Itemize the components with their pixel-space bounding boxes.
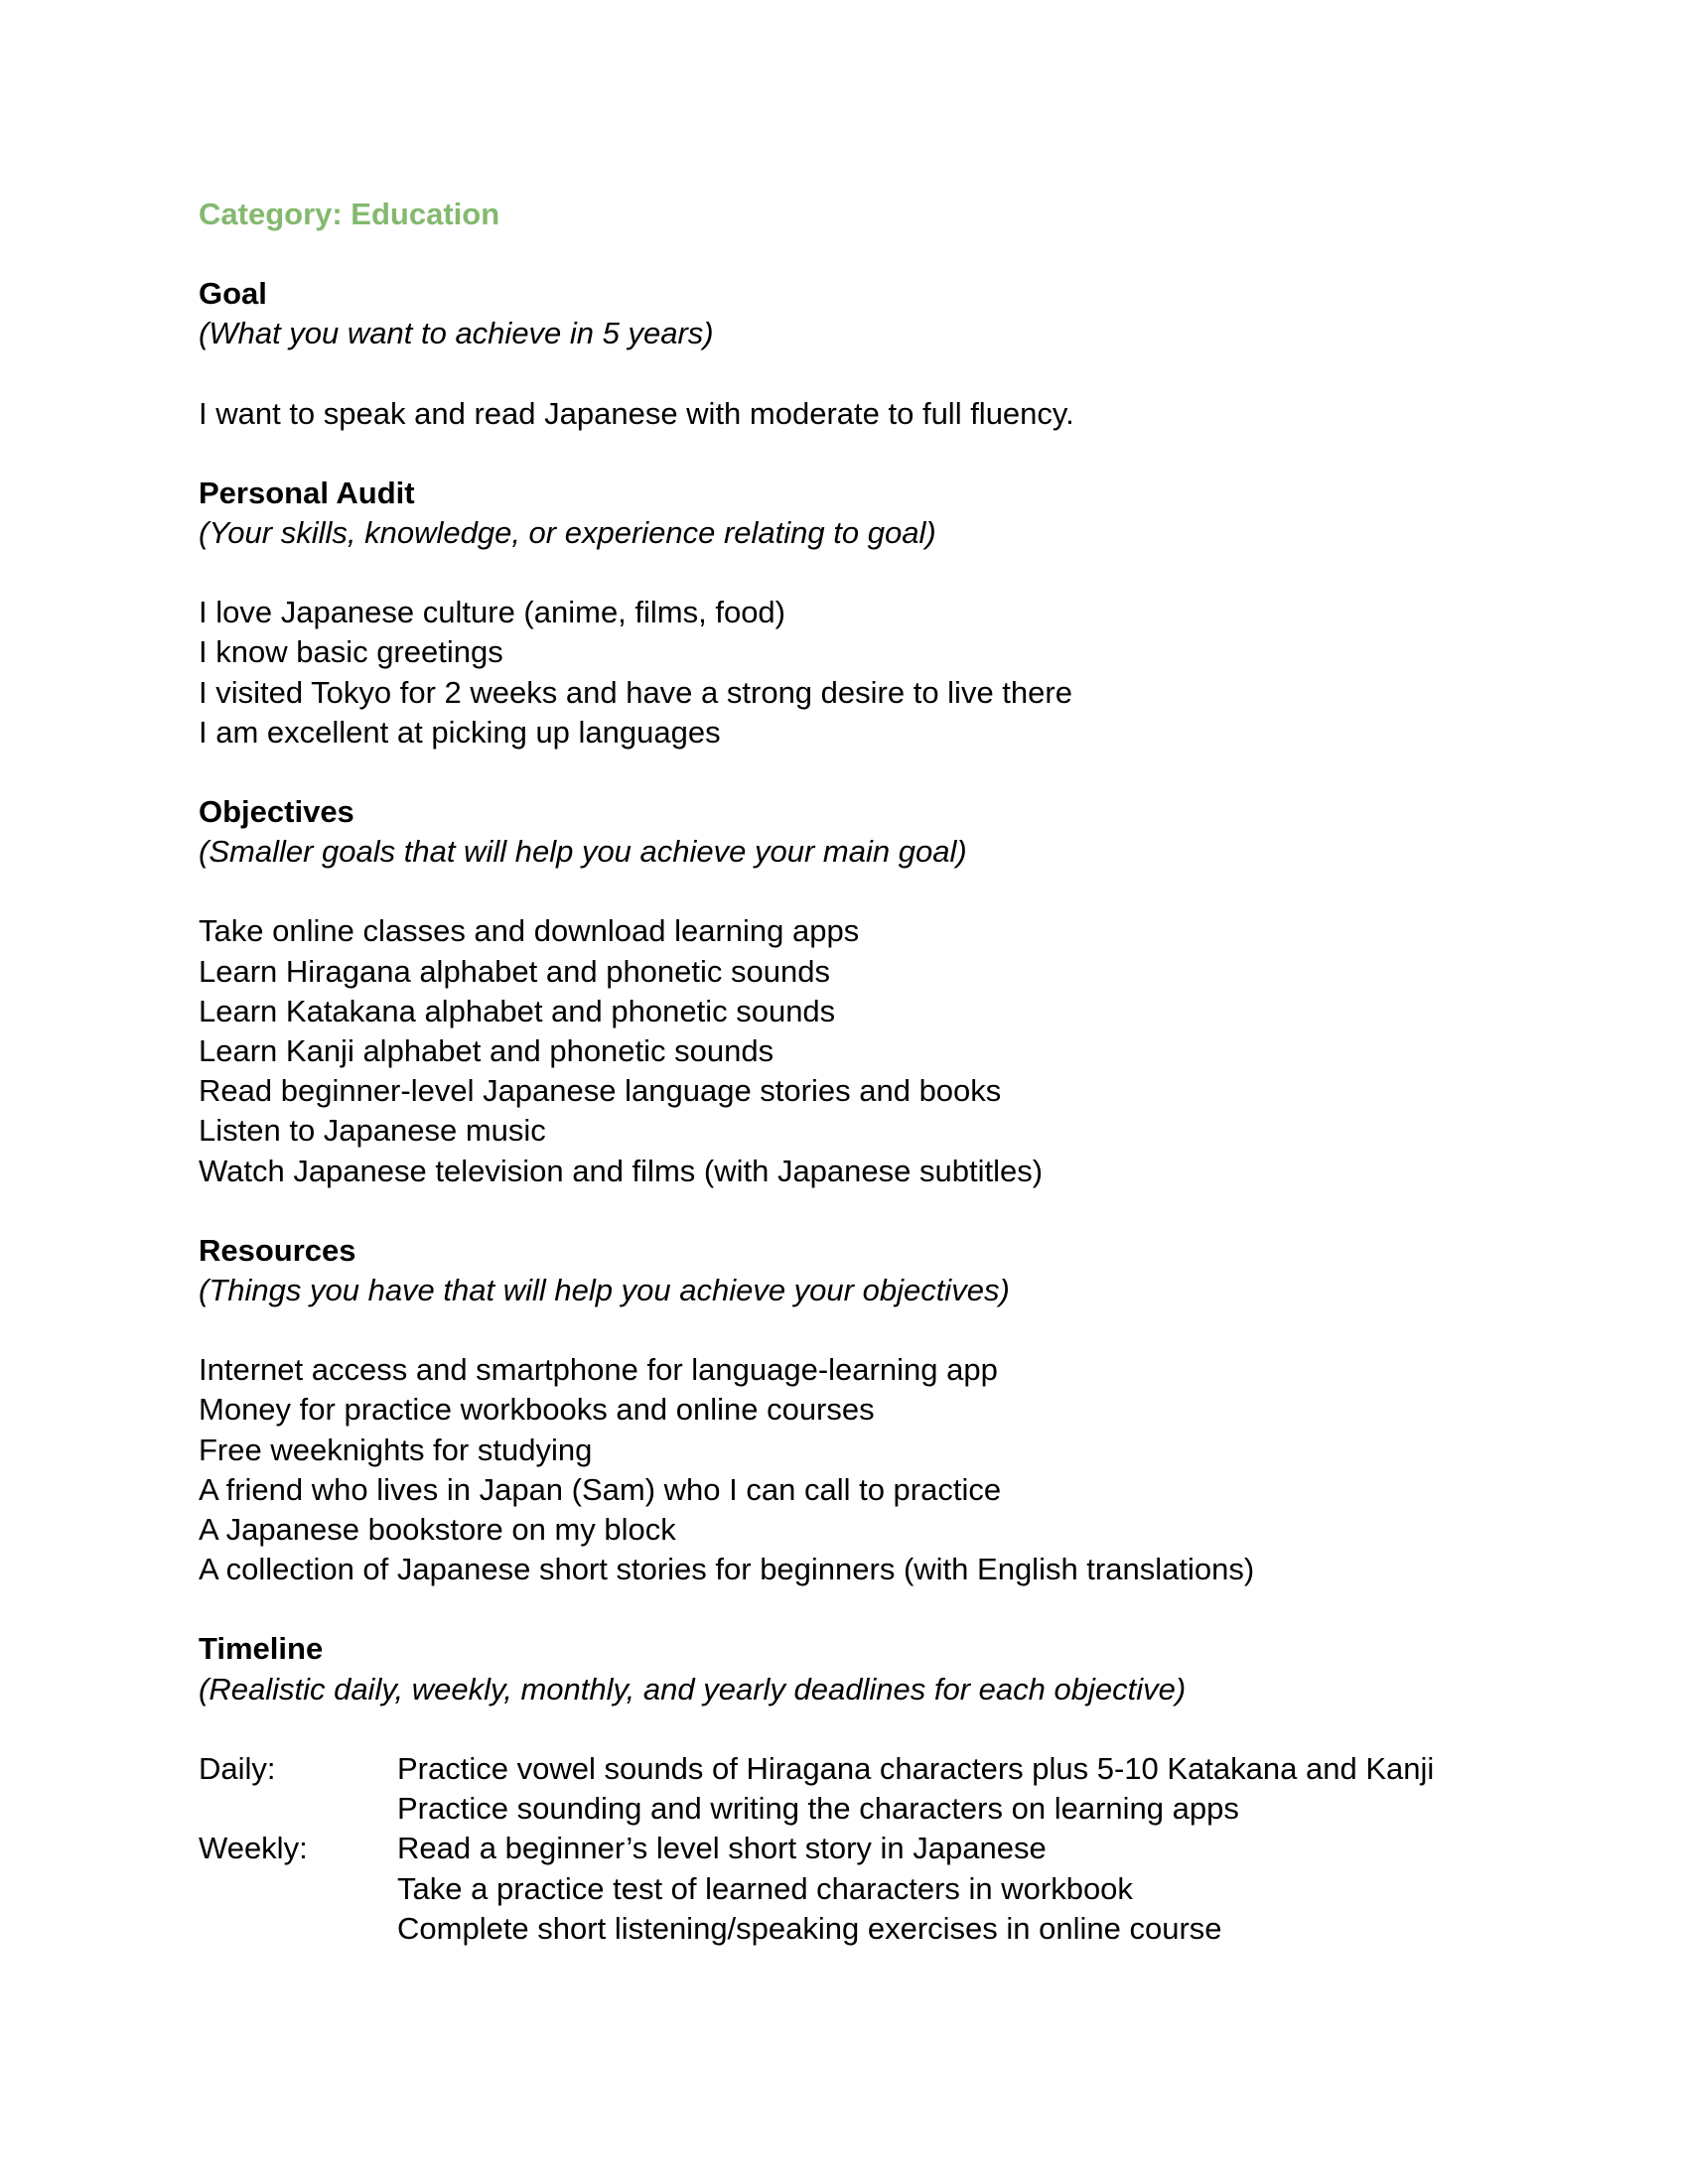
section-hint: (What you want to achieve in 5 years) <box>199 316 714 351</box>
timeline-items <box>397 1829 1509 1949</box>
section-title: Personal Audit <box>199 475 415 510</box>
section-hint: (Things you have that will help you achieve your objectives) <box>199 1273 1010 1308</box>
timeline-item: Read a beginner’s level short story in Japanese <box>397 1831 1047 1866</box>
list-item: Take online classes and download learning apps <box>199 913 860 949</box>
section-title: Resources <box>199 1232 356 1268</box>
list-item: I love Japanese culture (anime, films, food) <box>199 595 785 630</box>
section-resources <box>199 1231 1509 1590</box>
section-hint: (Smaller goals that will help you achieve your main goal) <box>199 834 967 870</box>
section-title: Goal <box>199 276 267 312</box>
timeline-row-daily <box>199 1749 1509 1829</box>
document-page <box>199 195 1509 1988</box>
category-heading: Category: Education <box>199 197 500 231</box>
list-item: Learn Katakana alphabet and phonetic sounds <box>199 993 836 1028</box>
section-title: Objectives <box>199 794 354 830</box>
list-item: Money for practice workbooks and online courses <box>199 1392 875 1428</box>
section-goal <box>199 274 1509 434</box>
list-item: A collection of Japanese short stories for beginners (with English translations) <box>199 1552 1255 1587</box>
section-hint: (Realistic daily, weekly, monthly, and yearly deadlines for each objective) <box>199 1671 1187 1706</box>
list-item: I am excellent at picking up languages <box>199 714 721 750</box>
section-hint: (Your skills, knowledge, or experience relating to goal) <box>199 515 936 551</box>
list-item: A friend who lives in Japan (Sam) who I can call to practice <box>199 1471 1002 1507</box>
list-item: I visited Tokyo for 2 weeks and have a strong desire to live there <box>199 674 1072 710</box>
list-item: Listen to Japanese music <box>199 1113 546 1149</box>
list-item: Internet access and smartphone for language-learning app <box>199 1352 998 1388</box>
section-timeline <box>199 1629 1509 1948</box>
section-objectives <box>199 792 1509 1191</box>
timeline-label: Weekly: <box>199 1831 308 1866</box>
timeline-item: Practice vowel sounds of Hiragana characters plus 5-10 Katakana and Kanji <box>397 1750 1435 1786</box>
section-personal-audit <box>199 474 1509 752</box>
timeline-item: Take a practice test of learned characters in workbook <box>397 1870 1133 1906</box>
timeline-item: Practice sounding and writing the characters on learning apps <box>397 1791 1239 1827</box>
list-item: Watch Japanese television and films (with Japanese subtitles) <box>199 1153 1044 1188</box>
list-item: Learn Kanji alphabet and phonetic sounds <box>199 1033 774 1069</box>
list-item: Read beginner-level Japanese language stories and books <box>199 1073 1002 1109</box>
list-item: Learn Hiragana alphabet and phonetic sounds <box>199 953 830 989</box>
list-item: I know basic greetings <box>199 634 503 670</box>
timeline-row-weekly <box>199 1829 1509 1949</box>
list-item: A Japanese bookstore on my block <box>199 1512 676 1548</box>
timeline-label: Daily: <box>199 1750 276 1786</box>
timeline-items <box>397 1749 1509 1829</box>
list-item: Free weeknights for studying <box>199 1432 593 1467</box>
timeline-item: Complete short listening/speaking exercises in online course <box>397 1910 1222 1946</box>
goal-statement: I want to speak and read Japanese with moderate to full fluency. <box>199 395 1074 431</box>
section-title: Timeline <box>199 1631 324 1667</box>
